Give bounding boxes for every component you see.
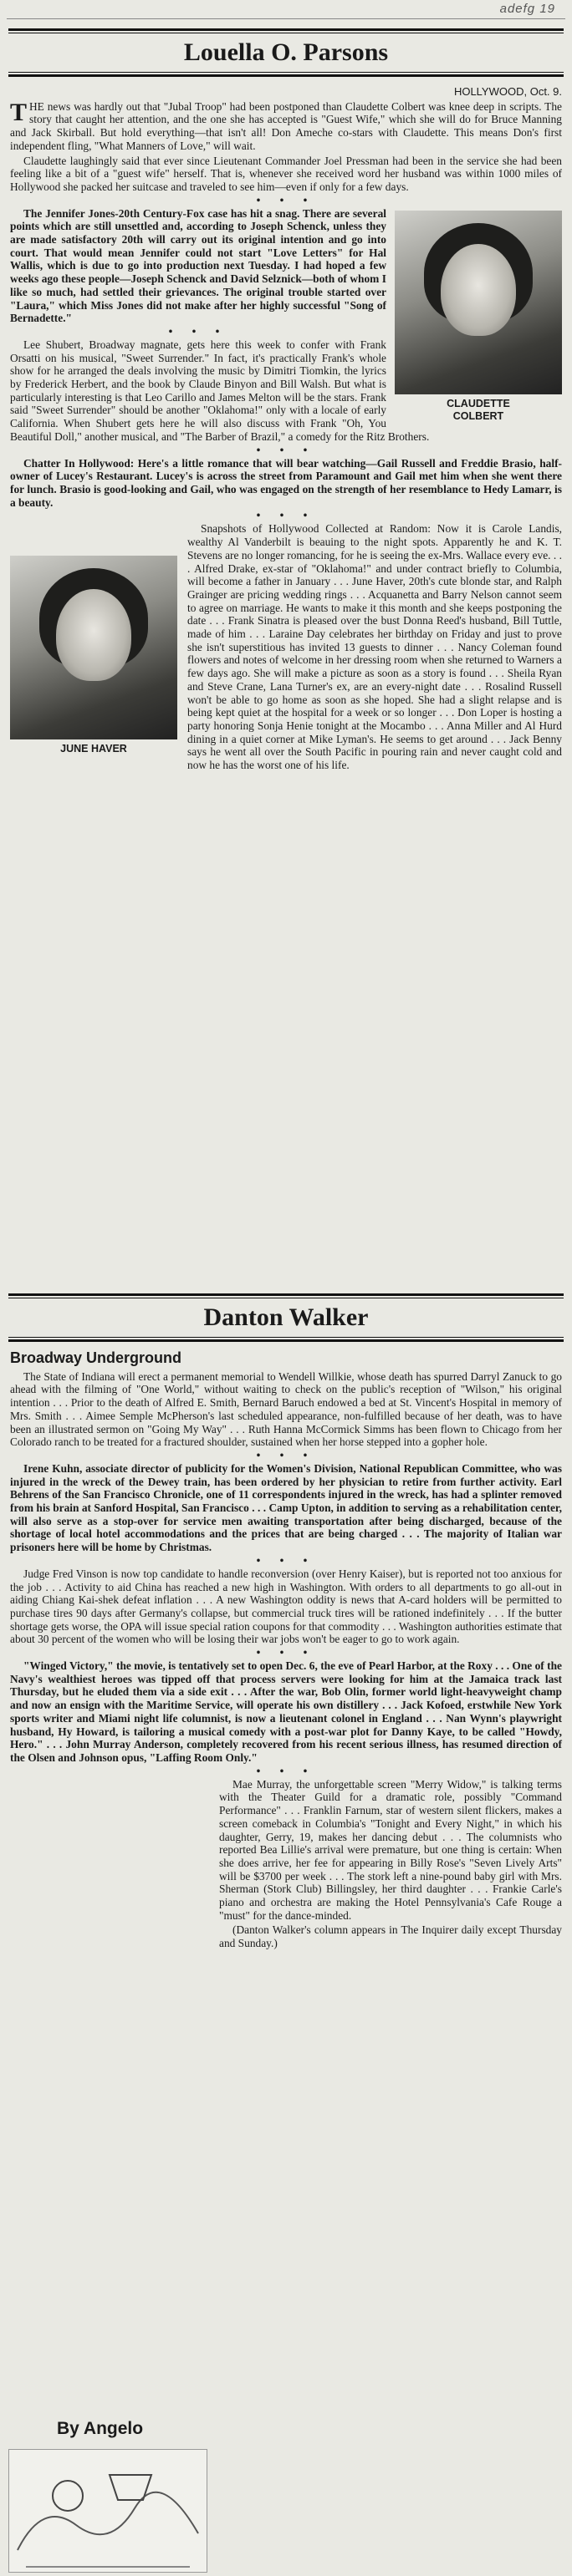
separator: • • • (256, 443, 316, 456)
walker-para-5: Mae Murray, the unforgettable screen "Merry Widow," is talking terms with the Theater Guild for a dramatic role, possibly "Command Performance" . . . Franklin Farnum, star of western silent flickers, makes a screen comeback in Columbia's "Tonight and Every Night," in which his daughter, Gerry, 19, makes her dancing debut . . . The columnists who reported Bea Lillie's arrival were premature, but one thing is certain: When she does arrive, her fee for appearing in Billy Rose's "Seven Lively Arts" will be $3700 per week . . . The stork left a nine-pound baby girl with Mrs. Sherman (Stork Club) Billingsley, her third daughter . . . Frankie Carle's piano and orchestra are making the Hotel Pennsylvania's Cafe Rouge a "must" for the dance-minded. (219, 1777, 562, 1922)
portrait-image (395, 211, 562, 394)
claudette-colbert-photo (395, 211, 562, 423)
walker-tail (10, 1778, 562, 1950)
photo-caption: JUNE HAVER (60, 743, 127, 755)
walker-para-2: Irene Kuhn, associate director of publicity for the Women's Division, National Republican Committee, who was injured in the wreck of the Dewey train, has been ordered by her physician to retire from further activity. Earl Behrens of the San Francisco Chronicle, one of 11 correspondents injured in the wreck, has had a splinter removed from his brain at Sanford Hospital, San Francisco . . . Camp Upton, in addition to serving as a rehabilitation center, will also serve as a stop-over for service men awaiting transportation after being discharged, because of the shortage of local hotel accommodations and the prices that are being charged . . . The majority of Italian war prisoners here will be home by Christmas. (10, 1461, 562, 1554)
separator: • • • (256, 1646, 316, 1659)
parsons-para-2: Claudette laughingly said that ever since Lieutenant Commander Joel Pressman had been in the service she had been feeling like a bit of a "guest wife" herself. That is, whenever she received word her husband was within 1000 miles of Hollywood she packed her suitcase and traveled to see him—even if only for a few days. (10, 154, 562, 193)
portrait-image (10, 556, 177, 739)
cartoon-byline: By Angelo (57, 2419, 144, 2438)
walker-title-bar (8, 1293, 564, 1342)
walker-para-4: "Winged Victory," the movie, is tentatively set to open Dec. 6, the eve of Pearl Harbor, at the Roxy . . . One of the Navy's wealthiest heroes was tipped off that process servers were looking for him at the Jamaica track last Thursday, but he eluded them via a side exit . . . After the war, Bob Olin, former world light-heavyweight champ and now an ensign with the Maritime Service, will operate his own distillery . . . Jack Kofoed, erstwhile New York sports writer and Miami night life columnist, is now a lieutenant colonel in England . . . Nan Wynn's playwright husband, Hy Howard, is tailoring a musical comedy with a post-war plot for Danny Kaye, to be called "Howdy, Hero." . . . John Murray Anderson, completely recovered from his recent serious illness, has resumed direction of the Olsen and Johnson opus, "Laffing Room Only." (10, 1659, 562, 1764)
cartoon-drawing (8, 2449, 207, 2573)
parsons-para-1: THE news was hardly out that "Jubal Troop" had been postponed than Claudette Colbert was knee deep in scripts. The story that caught her attention, and the one she has accepted is "Guest Wife," which she will do for Bruce Manning and Jack Skirball. But hold everything—that isn't all! Don Ameche co-stars with Claudette. This means Don's first independent fling, "What Manners of Love," will wait. (10, 98, 562, 152)
parsons-para-5: Chatter In Hollywood: Here's a little romance that will bear watching—Gail Russell and Freddie Brasio, half-owner of Lucey's Restaurant. Lucey's is across the street from Paramount and Gail met him when she went there for lunch. Brasio is good-looking and Gail, who was engaged on the strength of her resemblance to Hedy Lamarr, is a beauty. (10, 456, 562, 509)
photo-caption: CLAUDETTE COLBERT (447, 397, 510, 422)
separator: • • • (256, 1448, 316, 1461)
june-haver-photo (10, 556, 177, 755)
walker-subhead: Broadway Underground (10, 1349, 182, 1366)
page-marker: adefg 19 (499, 2, 555, 16)
separator: • • • (256, 193, 316, 206)
page-header (7, 0, 565, 19)
separator: • • • (256, 1553, 316, 1567)
parsons-dateline: HOLLYWOOD, Oct. 9. (453, 85, 562, 98)
parsons-para-3: The Jennifer Jones-20th Century-Fox case has hit a snag. There are several points which are still unsettled and, according to Joseph Schenck, unless they are made satisfactory 20th will carry out its original intention and go into court. That would mean Jennifer could not start "Love Letters" for Hal Wallis, which is due to go into production next Tuesday. I had hoped a few weeks ago these people—Joseph Schenck and David Selznick—both of whom I like so much, had settled their grievances. The original trouble started over "Laura," which Miss Jones did not make after her highly successful "Song of Bernadette." (10, 206, 386, 325)
cartoon (8, 2419, 209, 2569)
parsons-para-4: Lee Shubert, Broadway magnate, gets here this week to confer with Frank Orsatti on his musical, "Sweet Surrender." In fact, it's practically Frank's whole show for he arranged the deals involving the music by Dimitri Tiomkin, the lyrics by Frederick Herbert, and the book by Claude Binyon and Bill Walsh. But what is particularly interesting is that Leo Carillo and James Melton will be the stars. Frank said "Sweet Surrender" should be another "Oklahoma!" only with a locale of early California. When Shubert gets here he will also discuss with Frank "Oh, You Beautiful Doll," another musical, and "The Barber of Brazil," a comedy for the Ritz Brothers. (10, 338, 430, 443)
parsons-title-bar (8, 28, 564, 77)
separator: • • • (256, 509, 316, 522)
walker-footnote: (Danton Walker's column appears in The Inquirer daily except Thursday and Sunday.) (219, 1923, 562, 1950)
parsons-para-6: Snapshots of Hollywood Collected at Random: Now it is Carole Landis, wealthy Al Vanderbilt is beauing to the night spots. Apparently he and K. T. Stevens are no longer romancing, for he is seeing the ex-Mrs. Wallace every eve. . . . Alfred Drake, ex-star of "Oklahoma!" and under contract briefly to Columbia, will become a father in January . . . June Haver, 20th's cute blonde star, and Ralph Grainger are pricing wedding rings . . . Acquanetta and Barry Nelson cannot seem to agree on marriage. He wants to make it this month and she keeps postponing the date . . . Frank Sinatra is pleased over the bust Donna Reed's husband, Bill Tuttle, made of him . . . Laraine Day celebrates her birthday on Friday and just to prove she isn't superstitious has invited 13 guests to dinner . . . Nancy Coleman found flowers and notes of welcome in her dressing room when she returned to Warners a few days ago. She will make a picture as soon as a story is found . . . Sheila Ryan and Steve Crane, Lana Turner's ex, are an every-night date . . . Rosalind Russell won't be able to go home as soon as she hoped. She had a slight relapse and is being kept quiet at the hospital for a week or so longer . . . Don Loper is hosting a party honoring Sonja Henie tonight at the Mocambo . . . Anna Miller and Al Hurd dining in a quiet corner at Mike Lyman's. He seems to get around . . . Jack Benny says he went all over the South Pacific in pouring rain and never caught cold and now he has the worst one of his life. (187, 522, 562, 772)
separator: • • • (168, 324, 228, 338)
walker-para-3: Judge Fred Vinson is now top candidate to handle reconversion (over Henry Kaiser), but is reported not too anxious for the job . . . Activity to aid China has reached a new high in Washington. With orders to all departments to go all-out in aiding Chiang Kai-shek defeat inflation . . . A new Washington oddity is news that A-card holders will be permitted to purchase tires 90 days after Germany's collapse, but commercial truck tires will be rationed indefinitely . . . If the butter shortage gets worse, the OPA will issue special ration coupons for that commodity . . . Washington authorities estimate that about 30 percent of the women who will be losing their war jobs won't be eager to go to work again. (10, 1567, 562, 1646)
walker-para-1: The State of Indiana will erect a permanent memorial to Wendell Willkie, whose death has spurred Darryl Zanuck to go ahead with the filming of "One World," without waiting to check on the public's reception of "Wilson," his original intention . . . Prior to the death of Alfred E. Smith, Bernard Baruch endowed a bed at St. Vincent's Hospital in memory of Mrs. Smith . . . Aimee Semple McPherson's last scheduled appearance, non-fulfilled because of her death, was to have been an illustrated sermon on "Going My Way" . . . Ruth Hanna McCormick Simms has been flown to Chicago from her Colorado ranch to be treated for a fractured shoulder, sustained when her horse stepped into a gopher hole. (10, 1369, 562, 1449)
parsons-column (10, 85, 562, 774)
drop-cap: T (10, 98, 28, 126)
separator: • • • (256, 1764, 316, 1777)
walker-title: Danton Walker (8, 1298, 564, 1338)
walker-column (10, 1349, 562, 1952)
parsons-title: Louella O. Parsons (8, 33, 564, 73)
